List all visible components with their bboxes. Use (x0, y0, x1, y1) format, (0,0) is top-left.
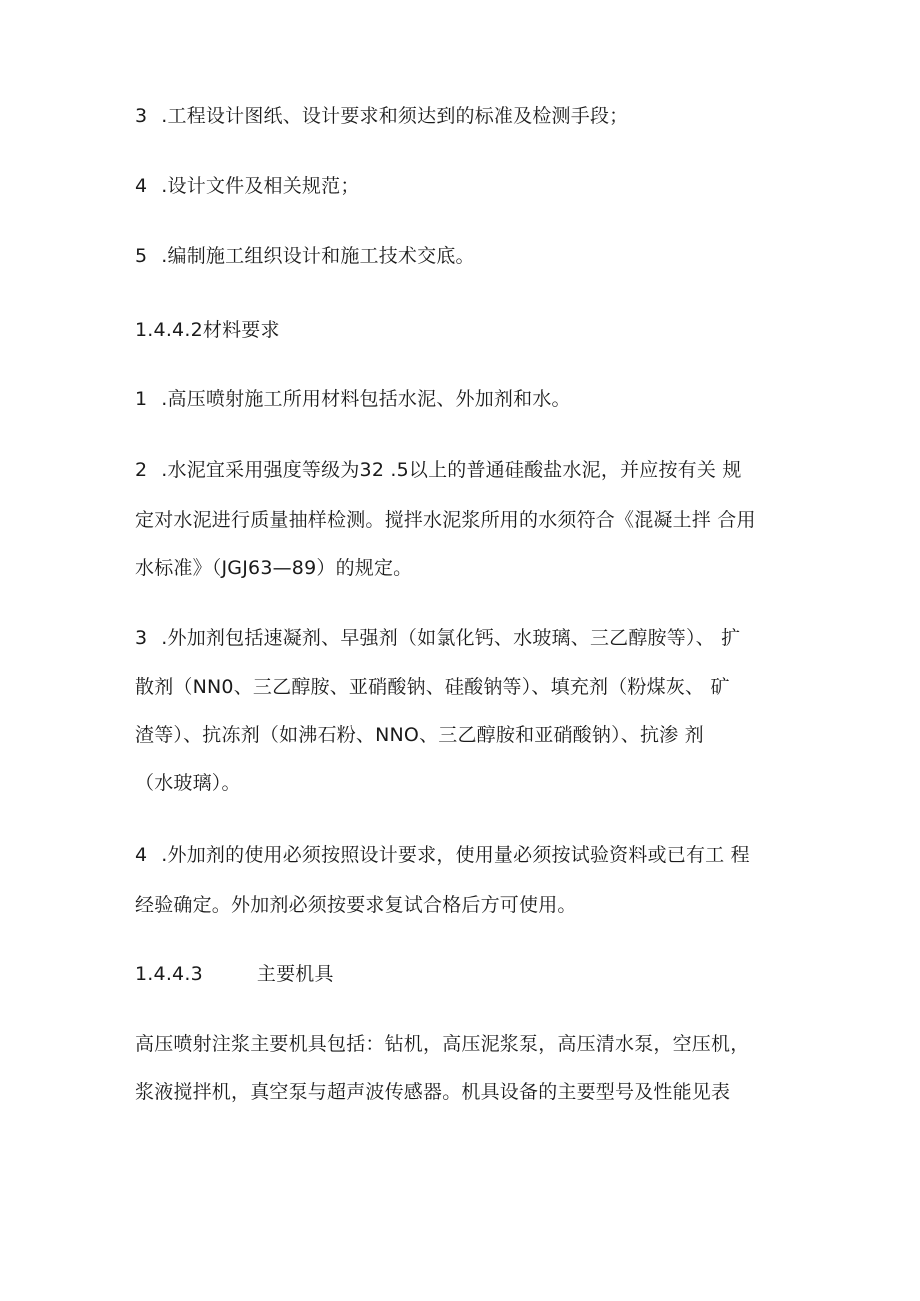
paragraph-line: （水玻璃）。 (135, 772, 241, 794)
item-number: 5 (135, 245, 148, 267)
paragraph-line: 浆液搅拌机，真空泵与超声波传感器。机具设备的主要型号及性能见表 (135, 1081, 731, 1103)
item-number: 1 (135, 388, 148, 410)
item-text: .外加剂的使用必须按照设计要求，使用量必须按试验资料或已有工 程 (161, 844, 750, 866)
item-text: .设计文件及相关规范； (161, 175, 360, 197)
paragraph-line: 高压喷射注浆主要机具包括：钻机，高压泥浆泵，高压清水泵，空压机， (135, 1033, 750, 1055)
item-text: .编制施工组织设计和施工技术交底。 (161, 245, 475, 267)
item-text: .工程设计图纸、设计要求和须达到的标准及检测手段； (161, 105, 629, 127)
item-text: .外加剂包括速凝剂、早强剂（如氯化钙、水玻璃、三乙醇胺等）、 扩 (161, 627, 741, 649)
paragraph-line (135, 458, 742, 482)
section-heading-machines (135, 962, 334, 986)
paragraph-line (135, 626, 740, 650)
item-number: 4 (135, 844, 148, 866)
list-item (135, 104, 628, 128)
paragraph-line: 经验确定。外加剂必须按要求复试合格后方可使用。 (135, 894, 577, 916)
paragraph-line: 渣等）、抗冻剂（如沸石粉、NNO、三乙醇胺和亚硝酸钠）、抗渗 剂 (135, 724, 704, 746)
heading-number: 1.4.4.3 (135, 963, 203, 985)
paragraph-line: 定对水泥进行质量抽样检测。搅拌水泥浆所用的水须符合《混凝土拌 合用 (135, 509, 756, 531)
item-number: 4 (135, 175, 148, 197)
paragraph-line: 散剂（NN0、三乙醇胺、亚硝酸钠、硅酸钠等）、填充剂（粉煤灰、 矿 (135, 676, 730, 698)
item-number: 3 (135, 627, 148, 649)
heading-text: 主要机具 (256, 963, 334, 985)
list-item (135, 244, 475, 268)
item-text: .高压喷射施工所用材料包括水泥、外加剂和水。 (161, 388, 571, 410)
list-item (135, 387, 571, 411)
item-text: .水泥宜采用强度等级为32 .5以上的普通硅酸盐水泥，并应按有关 规 (161, 459, 742, 481)
item-number: 3 (135, 105, 148, 127)
paragraph-line: 水标准》（JGJ63—89）的规定。 (135, 557, 413, 579)
list-item (135, 174, 360, 198)
item-number: 2 (135, 459, 148, 481)
section-heading-materials: 1.4.4.2材料要求 (135, 319, 280, 341)
paragraph-line (135, 843, 750, 867)
